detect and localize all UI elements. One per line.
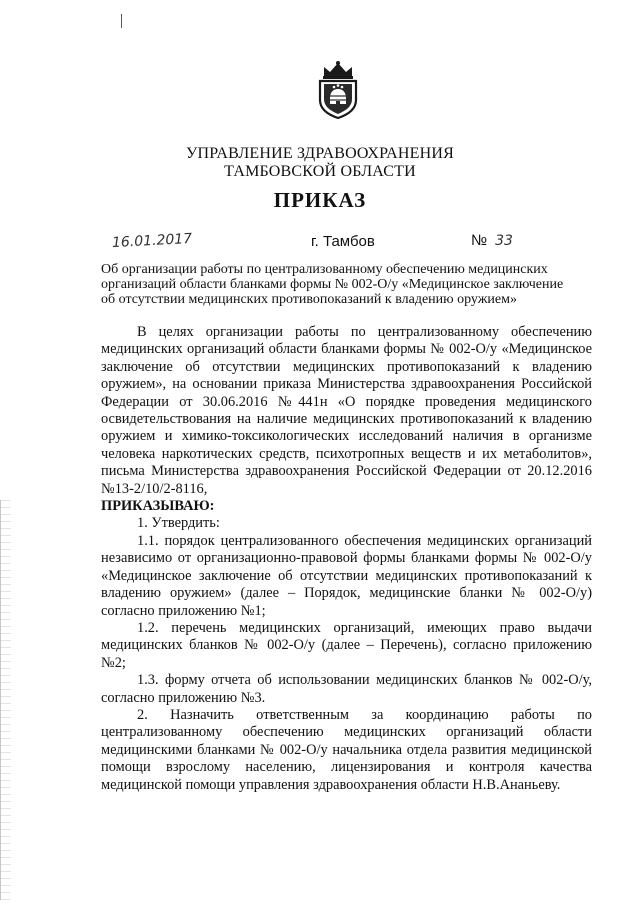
clause-1: 1. Утвердить: <box>137 515 220 532</box>
document-title: ПРИКАЗ <box>273 188 367 212</box>
subject-line: об отсутствии медицинских противопоказаний к владению оружием» <box>101 292 517 307</box>
scan-edge-artifact <box>0 500 11 900</box>
scan-artifact <box>121 14 122 28</box>
order-number-label: № <box>471 232 488 249</box>
subject-line: Об организации работы по централизованному обеспечению медицинских <box>101 262 548 277</box>
command-word: ПРИКАЗЫВАЮ: <box>101 498 215 515</box>
order-body <box>101 324 592 794</box>
clause-1-2: 1.2. перечень медицинских организаций, имеющих право выдачи медицинских бланков № 002-О/у (далее – Перечень), согласно приложению №2; <box>101 619 592 671</box>
clause-1-1: 1.1. порядок централизованного обеспечения медицинских организаций независимо от организационно-правовой формы бланками формы № 002-О/у «Медицинское заключение об отсутствии медицинских противопоказаний к владению оружием» (далее – Порядок, медицинские бланки № 002-О/у) согласно приложению №1; <box>101 532 592 619</box>
order-subject <box>101 262 589 307</box>
org-name-line2: ТАМБОВСКОЙ ОБЛАСТИ <box>224 163 416 180</box>
clause-1-3: 1.3. форму отчета об использовании медицинских бланков № 002-О/у, согласно приложению №3. <box>101 672 592 706</box>
order-number <box>471 232 513 249</box>
tambov-coat-of-arms-icon <box>316 60 360 120</box>
clause-2: 2. Назначить ответственным за координацию работы по централизованному обеспечению медицинских организаций области медицинскими бланками № 002-О/у начальника отдела развития медицинской помощи взрослому населению, лицензирования и контроля качества медицинской помощи управления здравоохранения области Н.В.Ананьеву. <box>101 706 592 793</box>
order-date: 16.01.2017 <box>111 230 193 252</box>
preamble-paragraph: В целях организации работы по централизованному обеспечению медицинских организаций области бланками формы № 002-О/у «Медицинское заключение об отсутствии медицинских противопоказаний к владению оружием», на основании приказа Министерства здравоохранения Российской Федерации от 30.06.2016 №441н «О порядке проведения медицинского освидетельствования на наличие медицинских противопоказаний к владению оружием и химико-токсикологических исследований наличия в организме человека наркотических средств, психотропных веществ и их метаболитов», письма Министерства здравоохранения Российской Федерации от 20.12.2016 №13-2/10/2-8116, <box>101 324 592 497</box>
org-name-line1: УПРАВЛЕНИЕ ЗДРАВООХРАНЕНИЯ <box>185 145 455 162</box>
order-city: г. Тамбов <box>311 233 375 250</box>
subject-line: организаций области бланками формы № 002-О/у «Медицинское заключение <box>101 277 564 292</box>
order-number-value: 33 <box>495 233 513 249</box>
